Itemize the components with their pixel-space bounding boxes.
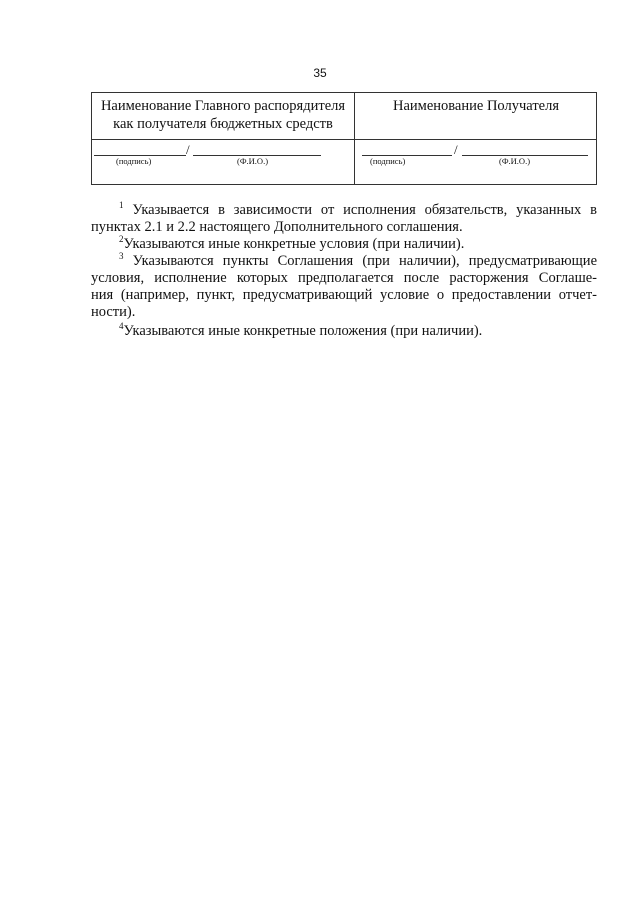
footnote-3 bbox=[91, 253, 597, 270]
footnote-text: Указываются пункты Соглашения (при наличии), предусматривающие bbox=[132, 253, 597, 269]
footnote-number: 3 bbox=[119, 251, 124, 261]
signature-table bbox=[91, 92, 597, 185]
right-signature-block bbox=[354, 142, 598, 169]
page-number: 35 bbox=[313, 66, 327, 80]
footnote-number: 4 bbox=[119, 321, 124, 331]
footnote-1-cont: пунктах 2.1 и 2.2 настоящего Дополнительного соглашения. bbox=[91, 219, 463, 235]
name-caption: (Ф.И.О.) bbox=[499, 156, 531, 166]
left-header bbox=[92, 97, 354, 133]
footnote-number: 1 bbox=[119, 200, 124, 210]
left-header-line: Наименование Главного распорядителя bbox=[100, 98, 346, 114]
row-divider bbox=[92, 139, 596, 140]
signature-caption: (подпись) bbox=[116, 156, 152, 166]
slash: / bbox=[186, 142, 190, 157]
footnote-text: Указываются иные конкретные положения (при наличии). bbox=[123, 323, 483, 339]
footnote-text: Указываются иные конкретные условия (при наличии). bbox=[123, 236, 465, 252]
footnote-3-cont: условия, исполнение которых предполагается после расторжения Соглаше- bbox=[91, 270, 597, 286]
left-header-line: как получателя бюджетных средств bbox=[113, 116, 333, 132]
footnote-3-cont: ния (например, пункт, предусматривающий условие о предоставлении отчет- bbox=[91, 287, 597, 303]
footnote-number: 2 bbox=[119, 234, 124, 244]
slash: / bbox=[454, 142, 458, 157]
signature-caption: (подпись) bbox=[370, 156, 406, 166]
footnote-3-cont: ности). bbox=[91, 304, 136, 320]
left-signature-block bbox=[92, 142, 354, 169]
footnote-2 bbox=[91, 236, 625, 253]
right-header: Наименование Получателя bbox=[392, 98, 559, 114]
footnote-1 bbox=[91, 202, 597, 219]
footnote-4 bbox=[91, 323, 625, 340]
footnote-text: Указывается в зависимости от исполнения обязательств, указанных в bbox=[132, 202, 597, 218]
name-caption: (Ф.И.О.) bbox=[237, 156, 269, 166]
